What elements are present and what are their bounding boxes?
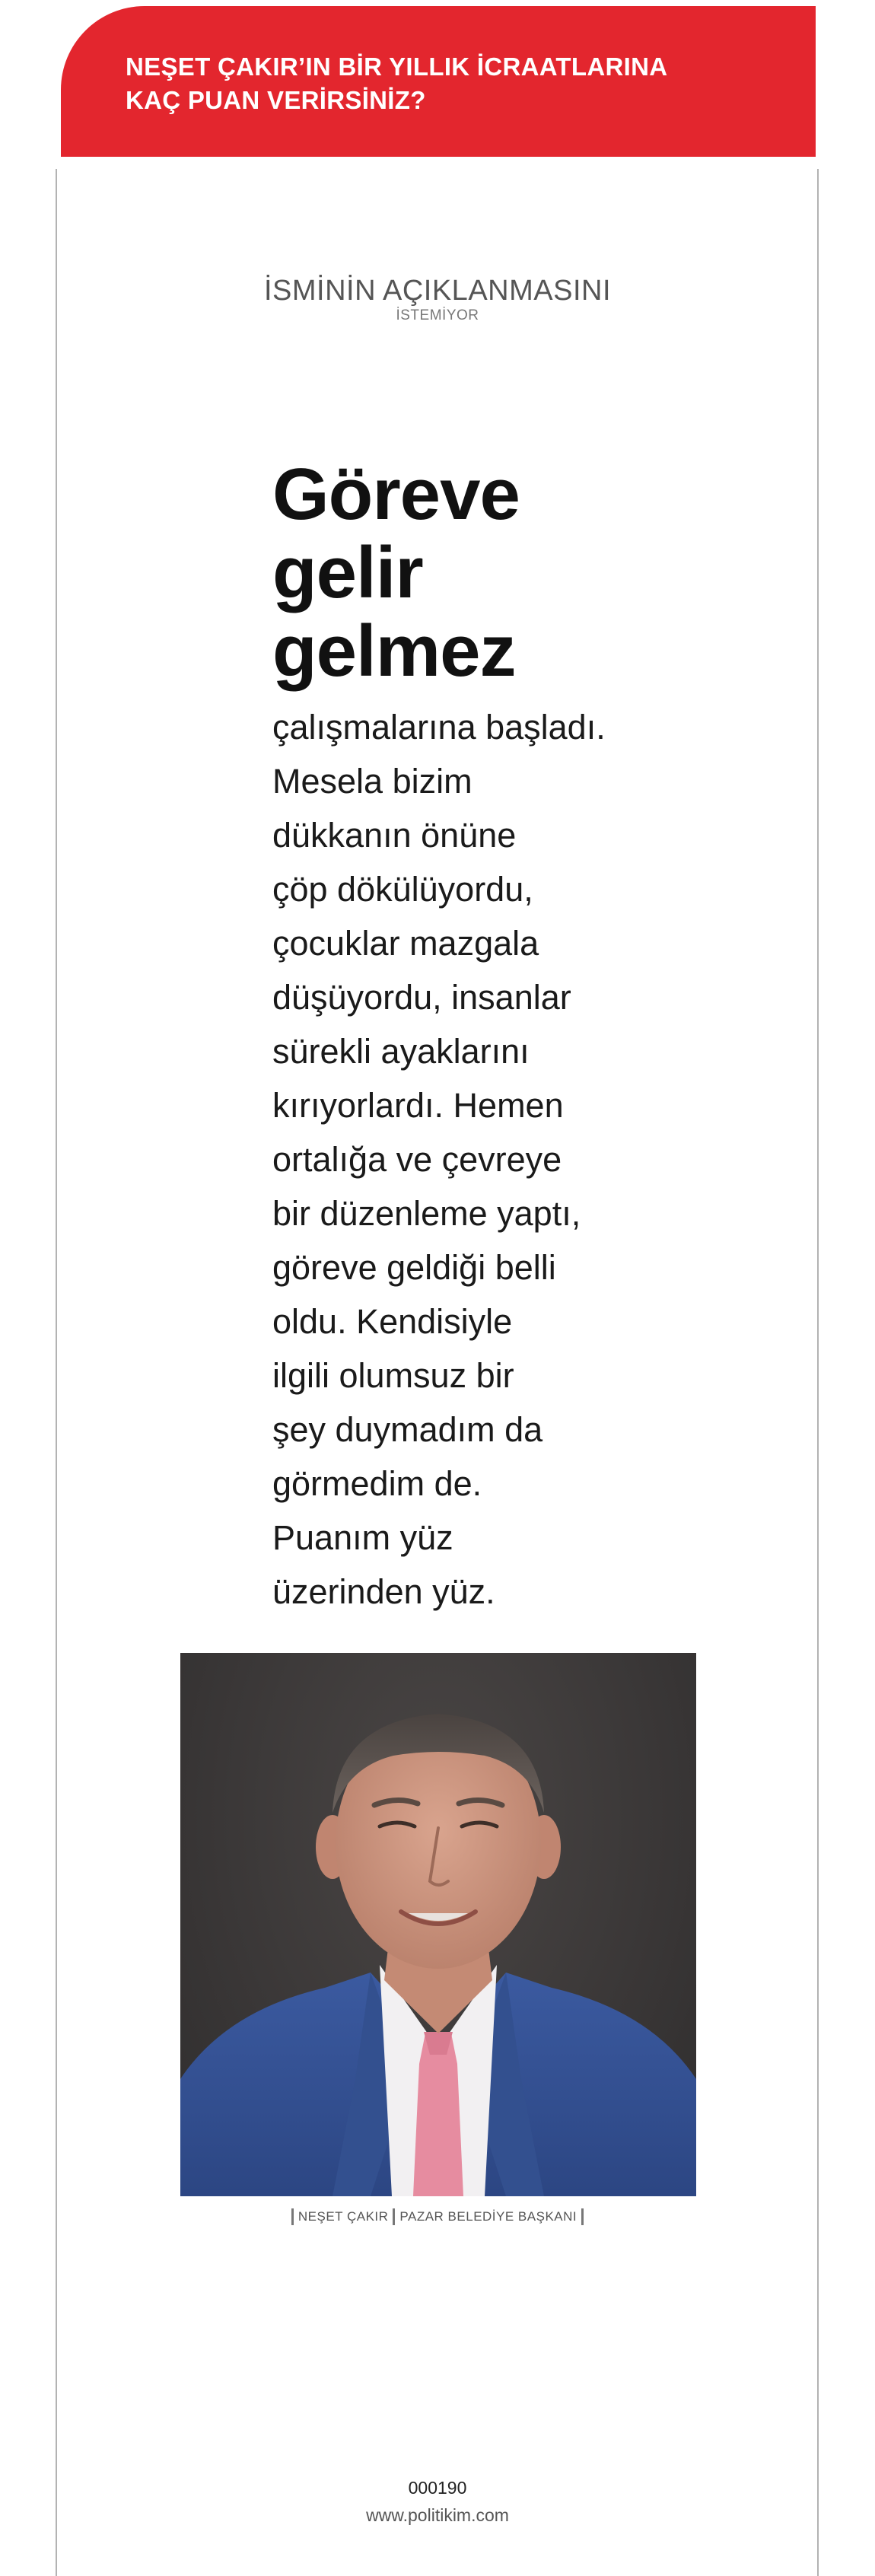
caption-divider	[291, 2208, 294, 2225]
footer-code: 000190	[408, 2478, 467, 2498]
respondent-name: İSMİNİN AÇIKLANMASINI	[263, 275, 612, 307]
portrait-photo	[180, 1653, 696, 2196]
caption-title: PAZAR BELEDİYE BAŞKANI	[399, 2209, 578, 2224]
page-title: NEŞET ÇAKIR’IN BİR YILLIK İCRAATLARINA KAÇ PUAN VERİRSİNİZ?	[126, 53, 668, 114]
respondent-role: İSTEMİYOR	[396, 307, 479, 323]
portrait-illustration	[180, 1653, 696, 2196]
footer-url[interactable]: www.politikim.com	[366, 2505, 509, 2525]
header-banner	[61, 6, 816, 157]
respondent-label	[0, 274, 875, 324]
article-body: çalışmalarına başladı. Mesela bizim dükkanın önüne çöp dökülüyordu, çocuklar mazgala düşüyordu, insanlar sürekli ayaklarını kırıyorlardı. Hemen ortalığa ve çevreye bir düzenleme yaptı, göreve geldiği belli oldu. Kendisiyle ilgili olumsuz bir şey duymadım da görmedim de. Puanım yüz üzerinden yüz.	[272, 708, 606, 1611]
caption-divider	[581, 2208, 584, 2225]
caption-divider	[393, 2208, 395, 2225]
caption-name: NEŞET ÇAKIR	[298, 2209, 389, 2224]
photo-caption	[0, 2208, 875, 2225]
article-headline: Göreve gelir gelmez	[272, 454, 520, 692]
